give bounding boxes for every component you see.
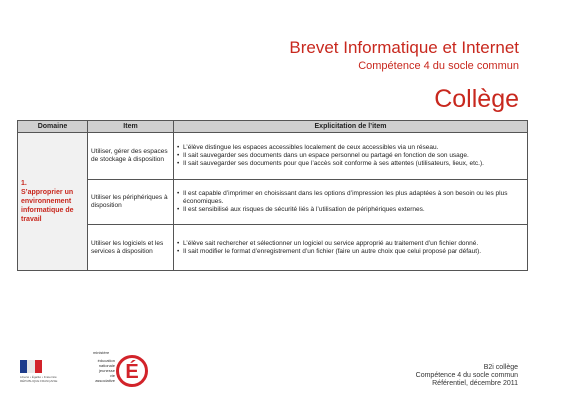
education-nationale-e-logo: [116, 355, 148, 387]
bullet-list: [177, 144, 524, 168]
table-header-row: [18, 121, 528, 133]
item-cell: Utiliser les périphériques à disposition: [88, 180, 174, 225]
document-header: [289, 38, 519, 113]
item-cell: Utiliser les logiciels et les services à disposition: [88, 225, 174, 271]
republique-francaise-logo: [20, 360, 42, 373]
bullet-item: • Il sait sauvegarder ses documents pour que l’accès soit conforme à ses attentes (utilisateurs, lieux, etc.).: [177, 160, 524, 168]
ministry-label: ministère: [93, 350, 110, 355]
table-row: [18, 180, 528, 225]
bullet-item: • L’élève sait rechercher et sélectionner un logiciel ou service approprié au traitement d’un fichier donné.: [177, 240, 524, 248]
document-title: Brevet Informatique et Internet: [289, 38, 519, 57]
explication-cell: [174, 180, 528, 225]
column-header-item: Item: [88, 121, 174, 133]
column-header-explication: Explicitation de l’item: [174, 121, 528, 133]
domain-cell: [18, 133, 88, 271]
column-header-domain: Domaine: [18, 121, 88, 133]
republique-francaise-motto: Liberté • Égalité • Fraternité RÉPUBLIQUE FRANÇAISE: [20, 375, 58, 383]
flag-blue-band: [20, 360, 27, 373]
footer-line: Compétence 4 du socle commun: [415, 372, 518, 379]
flag-red-band: [35, 360, 42, 373]
bullet-item: • Il est capable d’imprimer en choisissant dans les options d’impression les plus adaptées à son besoin ou les plus économiques.: [177, 190, 524, 206]
bullet-item: • Il sait sauvegarder ses documents dans un espace personnel ou partagé en fonction de son usage.: [177, 152, 524, 160]
ministry-name: éducation nationale jeunesse vie associative: [95, 358, 115, 383]
bullet-item: • Il sait modifier le format d’enregistrement d’un fichier (faire un autre choix que celui proposé par défaut).: [177, 248, 524, 256]
bullet-list: [177, 240, 524, 256]
school-level-heading: Collège: [434, 85, 519, 113]
competence-table: [17, 120, 528, 271]
bullet-list: [177, 190, 524, 214]
domain-label: 1. S’approprier un environnement informatique de travail: [21, 180, 74, 223]
item-cell: Utiliser, gérer des espaces de stockage à disposition: [88, 133, 174, 180]
bullet-item: • Il est sensibilisé aux risques de sécurité liés à l’utilisation de périphériques externes.: [177, 206, 524, 214]
document-footer: [416, 364, 518, 388]
institution-logos: [20, 350, 150, 390]
table-row: [18, 133, 528, 180]
footer-line: B2i collège: [483, 364, 518, 371]
bullet-item: • L’élève distingue les espaces accessibles localement de ceux accessibles via un réseau.: [177, 144, 524, 152]
table-row: [18, 225, 528, 271]
flag-white-band: [27, 360, 34, 373]
document-subtitle: Compétence 4 du socle commun: [358, 60, 519, 72]
e-letter: É: [125, 361, 139, 383]
explication-cell: [174, 133, 528, 180]
explication-cell: [174, 225, 528, 271]
footer-line: Référentiel, décembre 2011: [432, 380, 518, 387]
